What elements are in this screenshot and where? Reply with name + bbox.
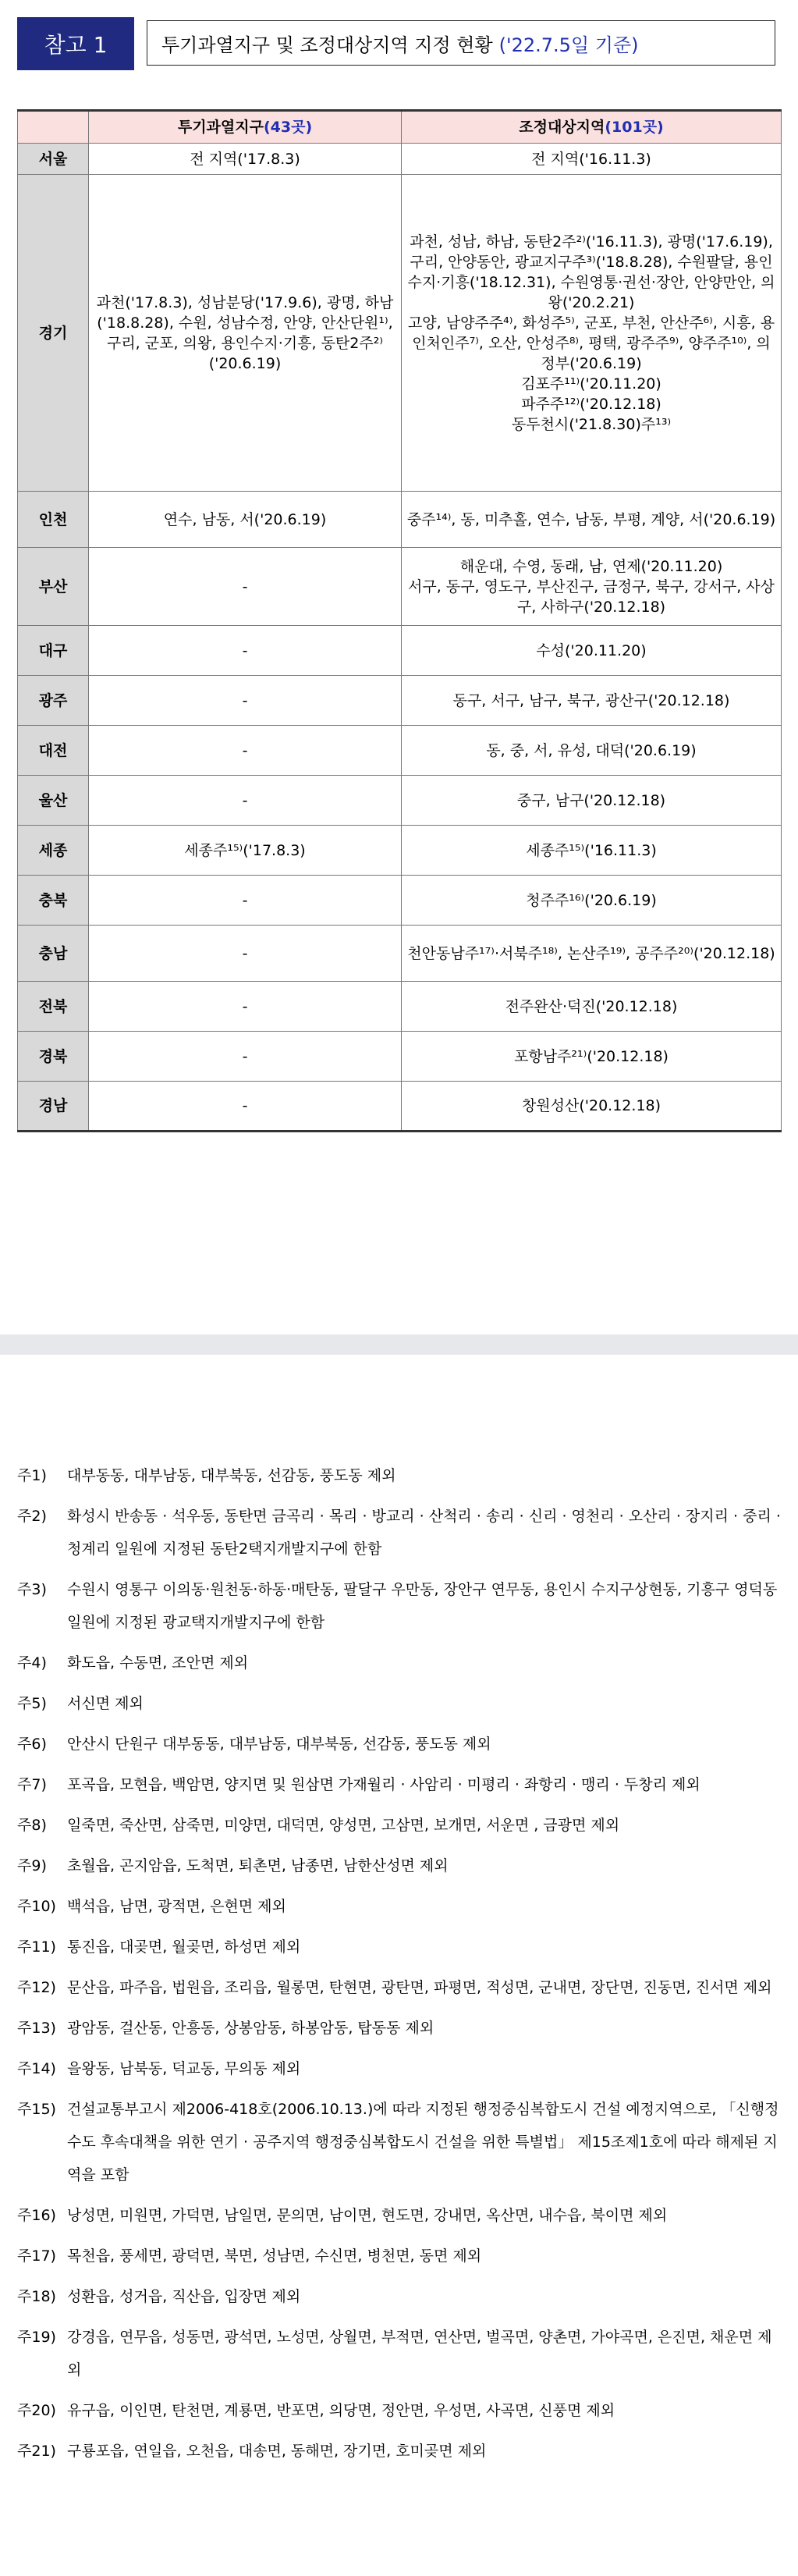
adjusted-cell: 중주¹⁴⁾, 동, 미추홀, 연수, 남동, 부평, 계양, 서('20.6.19) xyxy=(402,492,782,548)
region-cell: 부산 xyxy=(18,548,89,626)
region-cell: 서울 xyxy=(18,144,89,175)
region-cell: 충남 xyxy=(18,926,89,982)
overheated-cell: 연수, 남동, 서('20.6.19) xyxy=(89,492,402,548)
table-row xyxy=(18,876,782,926)
adjusted-cell: 청주주¹⁶⁾('20.6.19) xyxy=(402,876,782,926)
table-row xyxy=(18,144,782,175)
table-row xyxy=(18,1082,782,1132)
page-title xyxy=(147,20,775,66)
footnote: 주15) 건설교통부고시 제2006-418호(2006.10.13.)에 따라 지정된 행정중심복합도시 건설 예정지역으로, 「신행정수도 후속대책을 위한 연기 · 공주지역 행정중심복합도시 건설을 위한 특별법」 제15조제1호에 따라 해제된 지역을 포함 xyxy=(17,2101,779,2183)
footnotes xyxy=(17,1459,782,2475)
adjusted-cell: 전주완산·덕진('20.12.18) xyxy=(402,982,782,1032)
footnote: 주12) 문산읍, 파주읍, 법원읍, 조리읍, 월롱면, 탄현면, 광탄면, 파평면, 적성면, 군내면, 장단면, 진동면, 진서면 제외 xyxy=(17,1979,772,1996)
table-row xyxy=(18,548,782,626)
footnote: 주10) 백석읍, 남면, 광적면, 은현면 제외 xyxy=(17,1898,286,1915)
footnote: 주8) 일죽면, 죽산면, 삼죽면, 미양면, 대덕면, 양성면, 고삼면, 보개면, 서운면 , 금광면 제외 xyxy=(17,1817,620,1834)
table-row xyxy=(18,1032,782,1082)
region-cell: 경북 xyxy=(18,1032,89,1082)
table-row xyxy=(18,175,782,492)
overheated-cell: - xyxy=(89,726,402,776)
header-region xyxy=(18,111,89,144)
footnote: 주19) 강경읍, 연무읍, 성동면, 광석면, 노성면, 상월면, 부적면, 연산면, 벌곡면, 양촌면, 가야곡면, 은진면, 채운면 제외 xyxy=(17,2329,772,2379)
region-cell: 경남 xyxy=(18,1082,89,1132)
footnote: 주18) 성환읍, 성거읍, 직산읍, 입장면 제외 xyxy=(17,2288,301,2305)
region-cell: 충북 xyxy=(18,876,89,926)
overheated-cell: - xyxy=(89,876,402,926)
footnote: 주13) 광암동, 걸산동, 안흥동, 상봉암동, 하봉암동, 탑동동 제외 xyxy=(17,2020,434,2037)
table-header-row xyxy=(18,111,782,144)
table-row xyxy=(18,492,782,548)
page-header xyxy=(17,17,780,70)
region-cell: 광주 xyxy=(18,676,89,726)
table-row xyxy=(18,776,782,826)
overheated-cell: - xyxy=(89,548,402,626)
table-row xyxy=(18,982,782,1032)
footnote: 주4) 화도읍, 수동면, 조안면 제외 xyxy=(17,1654,249,1672)
adjusted-cell: 과천, 성남, 하남, 동탄2주²⁾('16.11.3), 광명('17.6.19), 구리, 안양동안, 광교지구주³⁾('18.8.28), 수원팔달, 용인수지·기흥('18.12.31), 수원영통·권선·장안, 안양만안, 의왕('20.2.21) 고양, 남양주주⁴⁾, 화성주⁵⁾, 군포, 부천, 안산주⁶⁾, 시흥, 용인처인주⁷⁾, 오산, 안성주⁸⁾, 평택, 광주주⁹⁾, 양주주¹⁰⁾, 의정부('20.6.19) 김포주¹¹⁾('20.11.20) 파주주¹²⁾('20.12.18) 동두천시('21.8.30)주¹³⁾ xyxy=(402,175,782,492)
adjusted-cell: 포항남주²¹⁾('20.12.18) xyxy=(402,1032,782,1082)
adjusted-cell: 세종주¹⁵⁾('16.11.3) xyxy=(402,826,782,876)
region-cell: 대구 xyxy=(18,626,89,676)
overheated-cell: - xyxy=(89,982,402,1032)
title-date: ('22.7.5일 기준) xyxy=(498,34,639,56)
adjusted-cell: 동, 중, 서, 유성, 대덕('20.6.19) xyxy=(402,726,782,776)
overheated-cell: 전 지역('17.8.3) xyxy=(89,144,402,175)
designation-table xyxy=(17,109,782,1132)
overheated-cell: - xyxy=(89,1082,402,1132)
table-row xyxy=(18,926,782,982)
overheated-cell: 세종주¹⁵⁾('17.8.3) xyxy=(89,826,402,876)
overheated-cell: - xyxy=(89,926,402,982)
footnote: 주5) 서신면 제외 xyxy=(17,1695,144,1712)
region-cell: 경기 xyxy=(18,175,89,492)
overheated-cell: - xyxy=(89,626,402,676)
footnote: 주6) 안산시 단원구 대부동동, 대부남동, 대부북동, 선감동, 풍도동 제외 xyxy=(17,1736,491,1753)
adjusted-cell: 창원성산('20.12.18) xyxy=(402,1082,782,1132)
footnote: 주11) 통진읍, 대곶면, 월곶면, 하성면 제외 xyxy=(17,1938,301,1956)
adjusted-cell: 동구, 서구, 남구, 북구, 광산구('20.12.18) xyxy=(402,676,782,726)
footnote: 주17) 목천읍, 풍세면, 광덕면, 북면, 성남면, 수신면, 병천면, 동면 제외 xyxy=(17,2247,482,2265)
region-cell: 대전 xyxy=(18,726,89,776)
header-col2: 조정대상지역(101곳) xyxy=(402,111,782,144)
adjusted-cell: 수성('20.11.20) xyxy=(402,626,782,676)
footnote: 주21) 구룡포읍, 연일읍, 오천읍, 대송면, 동해면, 장기면, 호미곶면 제외 xyxy=(17,2443,487,2460)
adjusted-cell: 천안동남주¹⁷⁾·서북주¹⁸⁾, 논산주¹⁹⁾, 공주주²⁰⁾('20.12.18) xyxy=(402,926,782,982)
title-text: 투기과열지구 및 조정대상지역 지정 현황 xyxy=(161,34,493,56)
adjusted-cell: 중구, 남구('20.12.18) xyxy=(402,776,782,826)
adjusted-cell: 전 지역('16.11.3) xyxy=(402,144,782,175)
reference-tag: 참고 1 xyxy=(17,17,134,70)
table-row xyxy=(18,626,782,676)
overheated-cell: - xyxy=(89,1032,402,1082)
region-cell: 세종 xyxy=(18,826,89,876)
header-col1: 투기과열지구(43곳) xyxy=(89,111,402,144)
region-cell: 전북 xyxy=(18,982,89,1032)
table-row xyxy=(18,676,782,726)
adjusted-cell: 해운대, 수영, 동래, 남, 연제('20.11.20) 서구, 동구, 영도구, 부산진구, 금정구, 북구, 강서구, 사상구, 사하구('20.12.18) xyxy=(402,548,782,626)
overheated-cell: 과천('17.8.3), 성남분당('17.9.6), 광명, 하남('18.8.28), 수원, 성남수정, 안양, 안산단원¹⁾, 구리, 군포, 의왕, 용인수지·기흥, 동탄2주²⁾ ('20.6.19) xyxy=(89,175,402,492)
table-row xyxy=(18,726,782,776)
region-cell: 인천 xyxy=(18,492,89,548)
footnote: 주20) 유구읍, 이인면, 탄천면, 계룡면, 반포면, 의당면, 정안면, 우성면, 사곡면, 신풍면 제외 xyxy=(17,2402,615,2419)
footnote: 주16) 낭성면, 미원면, 가덕면, 남일면, 문의면, 남이면, 현도면, 강내면, 옥산면, 내수읍, 북이면 제외 xyxy=(17,2207,668,2224)
overheated-cell: - xyxy=(89,676,402,726)
footnote: 주14) 을왕동, 남북동, 덕교동, 무의동 제외 xyxy=(17,2060,301,2077)
region-cell: 울산 xyxy=(18,776,89,826)
footnote: 주3) 수원시 영통구 이의동·원천동·하동·매탄동, 팔달구 우만동, 장안구 연무동, 용인시 수지구상현동, 기흥구 영덕동 일원에 지정된 광교택지개발지구에 한함 xyxy=(17,1581,778,1631)
footnote: 주9) 초월읍, 곤지암읍, 도척면, 퇴촌면, 남종면, 남한산성면 제외 xyxy=(17,1857,449,1874)
table-row xyxy=(18,826,782,876)
footnote: 주2) 화성시 반송동 · 석우동, 동탄면 금곡리 · 목리 · 방교리 · 산척리 · 송리 · 신리 · 영천리 · 오산리 · 장지리 · 중리 · 청계리 일원에 지정된 동탄2택지개발지구에 한함 xyxy=(17,1508,781,1558)
footnote: 주7) 포곡읍, 모현읍, 백암면, 양지면 및 원삼면 가재월리 · 사암리 · 미평리 · 좌항리 · 맹리 · 두창리 제외 xyxy=(17,1776,700,1793)
overheated-cell: - xyxy=(89,776,402,826)
footnote: 주1) 대부동동, 대부남동, 대부북동, 선감동, 풍도동 제외 xyxy=(17,1467,396,1484)
section-divider xyxy=(0,1334,798,1355)
